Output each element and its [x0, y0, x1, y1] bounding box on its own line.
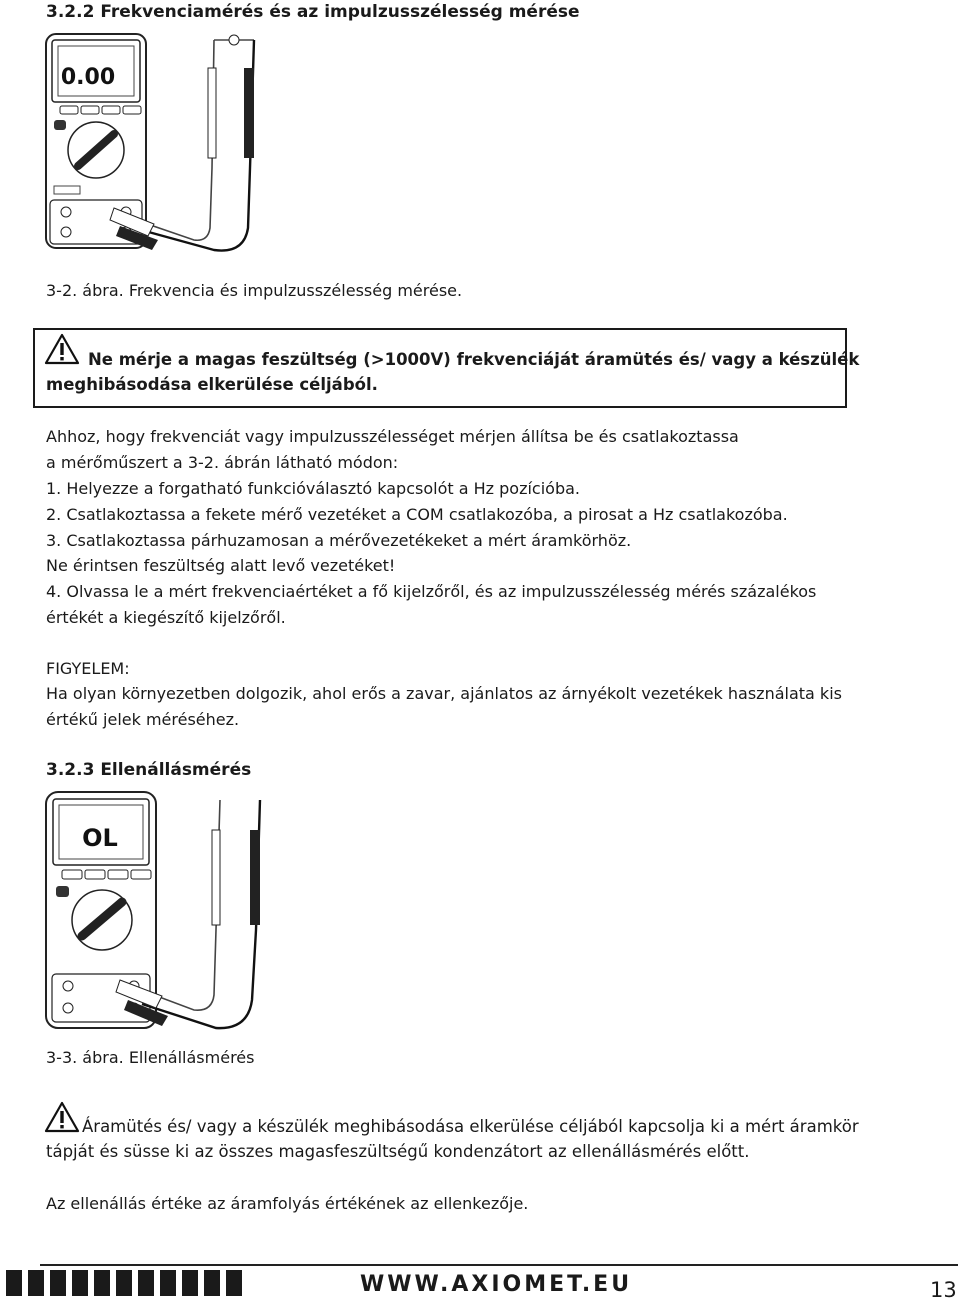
- figure-caption: 3-3. ábra. Ellenállásmérés: [46, 1048, 255, 1067]
- notice-line: Ha olyan környezetben dolgozik, ahol erős a zavar, ajánlatos az árnyékolt vezetékek használata kis: [46, 684, 842, 703]
- body-paragraph: Az ellenállás értéke az áramfolyás értékének az ellenkezője.: [46, 1194, 529, 1213]
- page-number: 13: [930, 1278, 957, 1302]
- instruction-line: 2. Csatlakoztassa a fekete mérő vezetéket a COM csatlakozóba, a pirosat a Hz csatlakozóba.: [46, 505, 788, 524]
- warning-line: Ne mérje a magas feszültség (>1000V) frekvenciáját áramütés és/ vagy a készülék: [88, 350, 860, 369]
- display-readout: 0.00: [60, 65, 116, 90]
- instruction-line: a mérőműszert a 3-2. ábrán látható módon:: [46, 453, 399, 472]
- notice-line: értékű jelek méréséhez.: [46, 710, 240, 729]
- footer-url: WWW.AXIOMET.EU: [360, 1272, 633, 1297]
- display-readout: OL: [82, 824, 118, 852]
- footer-rule: [40, 1264, 958, 1266]
- instruction-line: Ahhoz, hogy frekvenciát vagy impulzusszélességet mérjen állítsa be és csatlakoztassa: [46, 427, 739, 446]
- multimeter-resistance-figure: [44, 790, 284, 1035]
- instruction-line: 4. Olvassa le a mért frekvenciaértéket a fő kijelzőről, és az impulzusszélesség mérés százalékos: [46, 582, 817, 601]
- figure-caption: 3-2. ábra. Frekvencia és impulzusszélesség mérése.: [46, 281, 463, 300]
- instruction-line: értékét a kiegészítő kijelzőről.: [46, 608, 286, 627]
- warning-triangle-icon: [44, 333, 80, 365]
- warning-line: Áramütés és/ vagy a készülék meghibásodása elkerülése céljából kapcsolja ki a mért áramkör: [82, 1117, 859, 1136]
- warning-line: meghibásodása elkerülése céljából.: [46, 375, 378, 394]
- multimeter-frequency-figure: [44, 28, 284, 258]
- instruction-line: 1. Helyezze a forgatható funkcióválasztó kapcsolót a Hz pozícióba.: [46, 479, 580, 498]
- notice-title: FIGYELEM:: [46, 659, 130, 678]
- instruction-line: 3. Csatlakoztassa párhuzamosan a mérővezetékeket a mért áramkörhöz.: [46, 531, 632, 550]
- footer-barcode-decoration: [6, 1270, 270, 1296]
- warning-triangle-icon: [44, 1101, 80, 1133]
- warning-line: tápját és süsse ki az összes magasfeszültségű kondenzátort az ellenállásmérés előtt.: [46, 1142, 750, 1161]
- instruction-line: Ne érintsen feszültség alatt levő vezetéket!: [46, 556, 396, 575]
- section-heading: 3.2.2 Frekvenciamérés és az impulzusszélesség mérése: [46, 2, 580, 22]
- section-heading: 3.2.3 Ellenállásmérés: [46, 760, 252, 780]
